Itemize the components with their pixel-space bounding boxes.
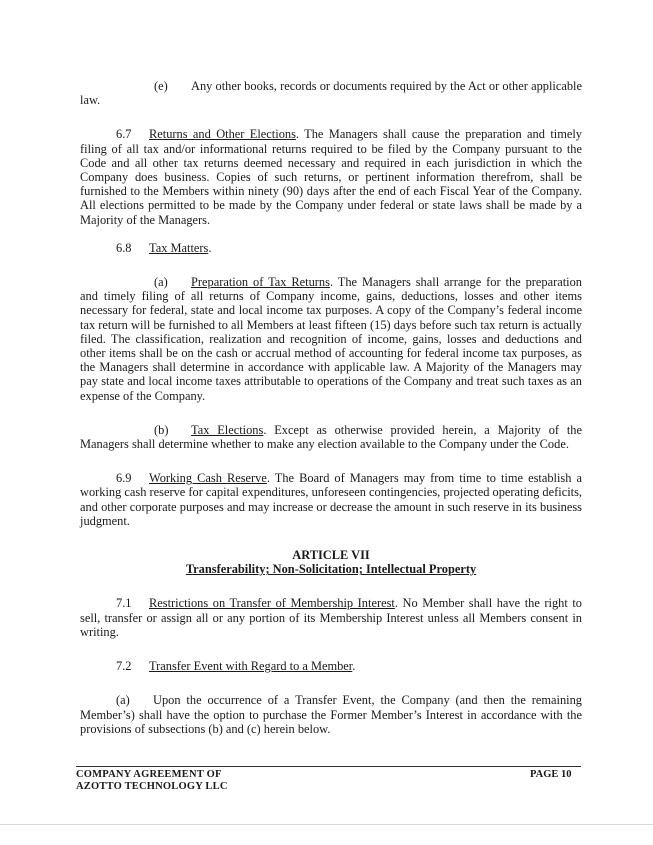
section-title: Transfer Event with Regard to a Member <box>149 659 353 674</box>
footer-line-1: COMPANY AGREEMENT OF <box>76 769 222 780</box>
article-subheading <box>80 562 582 576</box>
section-title-period: . <box>208 240 212 255</box>
subsection-label: (a) <box>116 693 130 708</box>
paragraph-6-9 <box>80 471 582 528</box>
article-heading: ARTICLE VII <box>292 548 370 563</box>
footer-line-2: AZOTTO TECHNOLOGY LLC <box>76 781 228 792</box>
paragraph-6-8 <box>80 241 582 255</box>
subsection-title: Preparation of Tax Returns <box>191 275 330 290</box>
subsection-label: (a) <box>154 275 168 290</box>
paragraph-7-2-a <box>80 693 582 736</box>
footer-document-title <box>76 769 228 793</box>
paragraph-6-7 <box>80 127 582 226</box>
subsection-title: Tax Elections <box>191 422 264 437</box>
paragraph-text: Upon the occurrence of a Transfer Event, the Company (and then the remaining Member’s) shall have the option to purchase the Former Member’s Interest in accordance with the provisions of subsections (b) and (c) herein below. <box>80 693 582 736</box>
document-body <box>80 79 582 736</box>
section-title: Returns and Other Elections <box>149 127 296 142</box>
paragraph-6-8-a <box>80 275 582 403</box>
section-title: Restrictions on Transfer of Membership Interest <box>149 596 395 611</box>
section-title-period: . <box>352 659 356 674</box>
paragraph-text: Any other books, records or documents required by the Act or other applicable law. <box>80 79 582 108</box>
paragraph-6-5-e <box>80 79 582 107</box>
section-number: 7.2 <box>116 659 132 674</box>
paragraph-text: . The Managers shall cause the preparation and timely filing of all tax and/or informational returns required to be filed by the Company pursuant to the Code and all other tax returns deemed necessary and required in each jurisdiction in which the Company does business. Copies of such returns, or pertinent information therefrom, shall be furnished to the Members within ninety (90) days after the end of each Fiscal Year of the Company. All elections permitted to be made by the Company under federal or state laws shall be made by a Majority of the Managers. <box>80 127 582 227</box>
section-number: 6.9 <box>116 471 132 486</box>
section-title: Working Cash Reserve <box>149 471 267 486</box>
section-title: Tax Matters <box>149 240 209 255</box>
paragraph-7-1 <box>80 596 582 639</box>
footer-divider <box>76 766 581 767</box>
paragraph-text: . No Member shall have the right to sell, transfer or assign all or any portion of its Membership Interest unless all Members consent in writing. <box>80 596 583 639</box>
scan-edge-line <box>0 824 653 825</box>
paragraph-7-2 <box>80 659 582 673</box>
paragraph-text: . Except as otherwise provided herein, a Majority of the Managers shall determine whether to make any election available to the Company under the Code. <box>80 422 583 452</box>
section-number: 6.7 <box>116 127 132 142</box>
paragraph-text: . The Managers shall arrange for the preparation and timely filing of all returns of Company income, gains, deductions, losses and other items necessary for federal, state and local income tax purposes. A copy of the Company’s federal income tax return will be furnished to all Members at least fifteen (15) days before such tax return is actually filed. The classification, realization and recognition of income, gains, losses and deductions and other items shall be on the cash or accrual method of accounting for federal income tax purposes, as the Managers shall determine in accordance with applicable law. A Majority of the Managers may pay state and local income taxes attributable to operations of the Company and treat such taxes as an expense of the Company. <box>80 275 582 403</box>
section-number: 7.1 <box>116 596 132 611</box>
section-number: 6.8 <box>116 240 132 255</box>
paragraph-text: . The Board of Managers may from time to time establish a working cash reserve for capital expenditures, unforeseen contingencies, projected operating deficits, and other corporate purposes and may increase or decrease the amount in such reserve in its business judgment. <box>80 471 583 528</box>
subsection-label: (b) <box>154 422 169 437</box>
subsection-label: (e) <box>154 79 168 93</box>
page-number: PAGE 10 <box>530 769 572 780</box>
article-subheading-text: Transferability; Non-Solicitation; Intellectual Property <box>185 562 477 577</box>
paragraph-6-8-b <box>80 423 582 451</box>
